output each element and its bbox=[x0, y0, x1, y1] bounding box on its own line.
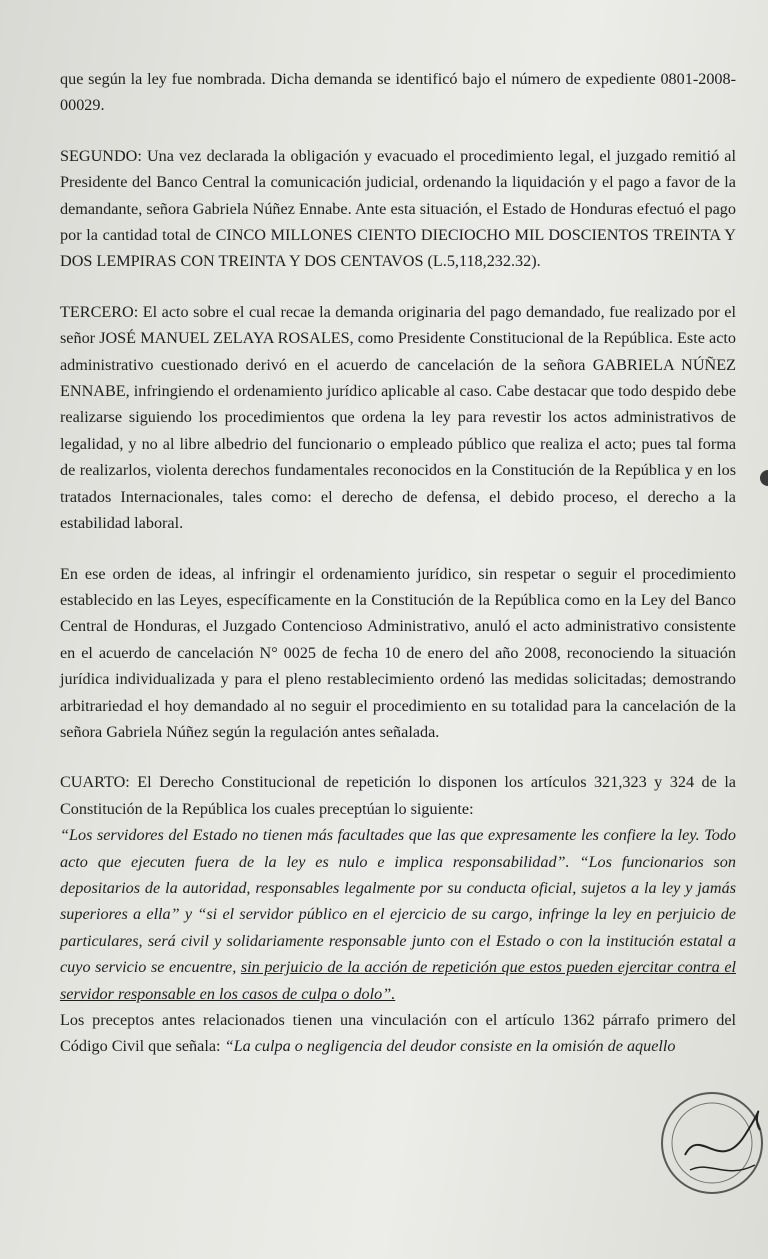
paragraph-orden-ideas: En ese orden de ideas, al infringir el ordenamiento jurídico, sin respetar o seguir el procedimiento establecido en las Leyes, específicamente en la Constitución de la República como en la Ley del Banco Central de Honduras, el Juzgado Contencioso Administrativo, anuló el acto administrativo consistente en el acuerdo de cancelación N° 0025 de fecha 10 de enero del año 2008, reconociendo la situación jurídica individualizada y para el pleno restablecimiento ordenó las medidas solicitadas; demostrando arbitrariedad el hoy demandado al no seguir el procedimiento en su totalidad para la cancelación de la señora Gabriela Núñez según la regulación antes señalada. bbox=[60, 564, 736, 741]
codigo-civil-text: Los preceptos antes relacionados tienen una vinculación con el artículo 1362 párrafo primero del Código Civil que señala: bbox=[60, 1011, 736, 1056]
paragraph-segundo: SEGUNDO: Una vez declarada la obligación y evacuado el procedimiento legal, el juzgado remitió al Presidente del Banco Central la comunicación judicial, ordenando la liquidación y el pago a favor de la demandante, señora Gabriela Núñez Ennabe. Ante esta situación, el Estado de Honduras efectuó el pago por la cantidad total de CINCO MILLONES CIENTO DIECIOCHO MIL DOSCIENTOS TREINTA Y DOS LEMPIRAS CON TREINTA Y DOS CENTAVOS (L.5,118,232.32). bbox=[60, 146, 736, 271]
quote-text: “Los servidores del Estado no tienen más facultades que las que expresamente les confiere la ley. Todo acto que ejecuten fuera de la ley es nulo e implica responsabilidad”. “Los funcionarios son depositarios de la autoridad, responsables legalmente por su conducta oficial, sujetos a la ley y jamás superiores a ella” y “si el servidor público en el ejercicio de su cargo, infringe la ley en perjuicio de particulares, será civil y solidariamente responsable junto con el Estado o con la institución estatal a cuyo servicio se encuentre, bbox=[60, 826, 736, 977]
quote-underlined-text: sin perjuicio de la acción de repetición que estos pueden ejercitar contra el servidor responsable en los casos de culpa o dolo”. bbox=[60, 958, 737, 1003]
paragraph-cuarto: CUARTO: El Derecho Constitucional de repetición lo disponen los artículos 321,323 y 324 de la Constitución de la República los cuales preceptúan lo siguiente: bbox=[60, 773, 736, 818]
official-seal-stamp bbox=[650, 1085, 768, 1205]
page-edge-mark bbox=[760, 470, 768, 486]
document-page bbox=[60, 66, 736, 1060]
paragraph-tercero: TERCERO: El acto sobre el cual recae la demanda originaria del pago demandado, fue realizado por el señor JOSÉ MANUEL ZELAYA ROSALES, como Presidente Constitucional de la República. Este acto administrativo cuestionado derivó en el acuerdo de cancelación de la señora GABRIELA NÚÑEZ ENNABE, infringiendo el ordenamiento jurídico aplicable al caso. Cabe destacar que todo despido debe realizarse siguiendo los procedimientos que ordena la ley para revestir los actos administrativos de legalidad, y no al libre albedrio del funcionario o empleado público que realiza el acto; pues tal forma de realizarlos, violenta derechos fundamentales reconocidos en la Constitución de la República y en los tratados Internacionales, tales como: el derecho de defensa, el debido proceso, el derecho a la estabilidad laboral. bbox=[60, 302, 736, 533]
paragraph-codigo-civil bbox=[60, 1007, 736, 1060]
constitution-quote bbox=[60, 822, 736, 1007]
paragraph-intro: que según la ley fue nombrada. Dicha demanda se identificó bajo el número de expediente 0801-2008-00029. bbox=[60, 70, 736, 115]
codigo-civil-quote: “La culpa o negligencia del deudor consiste en la omisión de aquello bbox=[224, 1037, 676, 1056]
